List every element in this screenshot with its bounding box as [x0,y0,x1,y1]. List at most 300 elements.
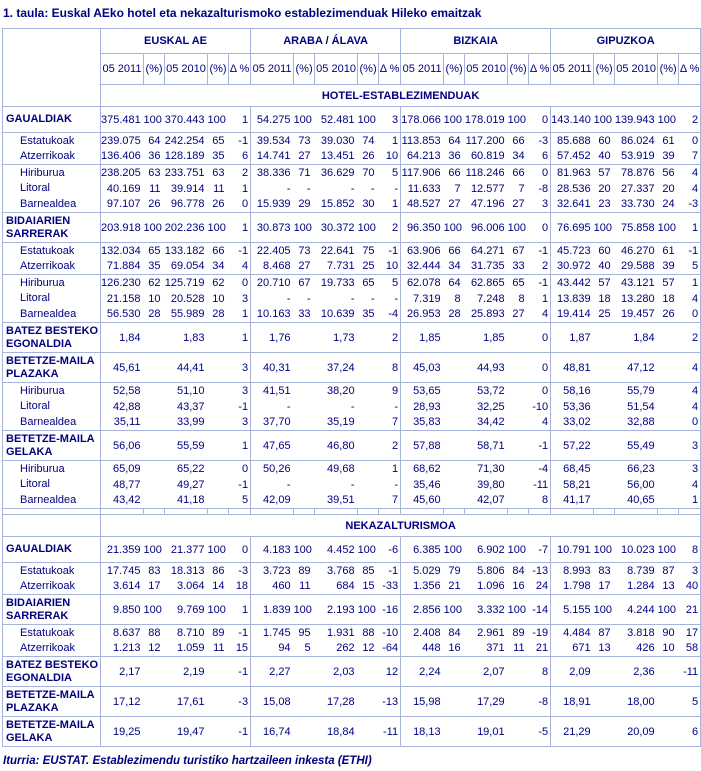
table-cell: 10 [212,292,225,305]
table-cell: 100 [508,107,529,133]
table-cell: 86 [212,564,225,577]
sub-header: Δ % [229,54,251,85]
sub-header: (%) [508,54,529,85]
table-cell: -11 [383,725,399,738]
table-cell: 56 [662,166,675,179]
table-cell: 12 [144,641,165,657]
table-cell [208,493,229,509]
table-cell: 21.158 [101,291,144,307]
table-cell: 56.530 [101,307,144,323]
table-cell: 44,93 [465,353,508,383]
table-cell: -1 [688,244,699,257]
table-cell: 8.710 [176,626,205,639]
table-cell: 33.730 [615,197,658,213]
row-label: Atzerrikoak [3,259,101,275]
sub-header: 05 2010 [465,54,508,85]
table-cell: 55,49 [615,431,658,461]
table-cell: 48.527 [401,197,444,213]
table-cell: 8.468 [251,259,294,275]
table-cell: 89 [298,564,311,577]
table-cell: 34 [444,259,465,275]
table-cell: 4 [692,166,699,179]
table-cell: 139.943 [615,107,658,133]
table-cell: 36 [444,149,465,165]
table-cell: 71.884 [101,259,144,275]
table-cell: -14 [529,595,551,625]
table-cell: 1.213 [101,641,144,657]
table-cell: - [394,292,399,305]
table-cell: 4 [529,415,551,431]
table-cell: 2 [679,323,701,353]
table-cell: 2,17 [101,657,144,687]
table-cell [658,415,679,431]
table-cell: 35,19 [315,415,358,431]
table-cell: -19 [532,626,549,639]
table-cell: 44,41 [165,353,208,383]
table-cell: 42,09 [251,493,294,509]
row-label: Barnealdea [3,415,101,431]
table-cell: 62.078 [401,275,444,291]
table-cell: -4 [538,462,549,475]
table-cell: 28 [444,307,465,323]
table-cell [658,657,679,687]
table-cell: 2.193 [315,595,358,625]
table-cell: 1,85 [401,323,444,353]
group-header: BIZKAIA [401,29,551,54]
table-cell: 143.140 [551,107,594,133]
table-cell: -1 [238,478,249,491]
table-cell: 100 [358,213,379,243]
table-cell: 7 [679,149,701,165]
table-cell: 16 [444,641,465,657]
table-cell [294,383,315,399]
table-cell: 4.183 [251,537,294,563]
table-cell: 65 [362,276,375,289]
table-cell: 2.961 [477,626,505,639]
table-cell: 0 [529,213,551,243]
table-cell: 100 [594,107,615,133]
table-cell: 100 [508,213,529,243]
table-cell: 100 [294,537,315,563]
table-cell: 126.230 [101,275,144,291]
table-cell: 6 [229,149,251,165]
row-label: Estatukoak [3,563,101,579]
table-corner [3,29,101,85]
table-cell [358,493,379,509]
table-cell: 30.873 [251,213,294,243]
table-cell: 34 [508,149,529,165]
table-cell: 45,60 [401,493,444,509]
table-cell: 2,27 [251,657,294,687]
sub-header: (%) [208,54,229,85]
row-label: Barnealdea [3,197,101,213]
table-cell: 203.918 [101,213,144,243]
table-cell: 19,25 [101,717,144,747]
table-cell: - [251,291,294,307]
table-cell: -8 [529,687,551,717]
table-cell: 89 [212,626,225,639]
table-cell: 21,29 [551,717,594,747]
table-cell: 57.452 [551,149,594,165]
table-cell: 5 [294,641,315,657]
table-cell: 3 [692,462,699,475]
table-cell: -3 [538,134,549,147]
table-cell: -13 [379,687,401,717]
row-label: Litoral [3,477,101,493]
table-cell [658,477,679,493]
table-cell: 2,03 [315,657,358,687]
table-cell: 53,36 [551,399,594,415]
table-cell: 100 [144,213,165,243]
table-cell: 39 [658,149,679,165]
table-cell: 242.254 [164,134,205,147]
table-cell: 2,09 [551,657,594,687]
table-cell: 2 [241,166,249,179]
table-cell: 27.337 [621,182,655,195]
table-cell: 18 [598,292,611,305]
table-cell [208,461,229,477]
table-cell: 426 [615,641,658,657]
table-cell: 49,68 [327,462,355,475]
table-cell: 51,54 [627,400,655,413]
table-cell [658,717,679,747]
table-cell: 1.798 [551,579,594,595]
table-cell: -16 [379,595,401,625]
row-label: Estatukoak [3,625,101,641]
table-cell: 3 [241,292,249,305]
section-band: NEKAZALTURISMOA [101,515,701,537]
table-cell: 87 [662,564,675,577]
table-cell: 233.751 [164,166,205,179]
table-cell: 74 [362,134,375,147]
table-cell: 27 [508,197,529,213]
table-cell: 239.075 [101,133,144,149]
table-cell: 96.350 [401,213,444,243]
table-cell: 5 [679,259,701,275]
table-cell: 49,27 [176,478,205,491]
row-label: GAUALDIAK [3,107,101,133]
table-cell: 39,51 [315,493,358,509]
table-cell: 30 [358,197,379,213]
table-cell [208,353,229,383]
table-cell: 40 [594,149,615,165]
table-cell: 34 [208,259,229,275]
table-cell: 66 [448,244,461,257]
table-cell: 35 [144,259,165,275]
table-cell: 13.280 [621,292,655,305]
table-cell: 38,20 [327,384,355,397]
table-cell: 14 [208,579,229,595]
table-cell: 1,85 [465,323,508,353]
table-cell [294,477,315,493]
table-cell: 100 [444,213,465,243]
table-cell [508,461,529,477]
table-cell: 15,08 [251,687,294,717]
table-cell: 19,47 [176,725,205,738]
table-cell: 60 [598,134,611,147]
table-cell: 136.406 [101,149,144,165]
row-label [3,85,101,107]
table-cell [294,415,315,431]
table-cell [658,353,679,383]
table-cell: 10.023 [615,537,658,563]
table-cell: -6 [379,537,401,563]
table-cell [208,657,229,687]
table-cell: 0 [229,537,251,563]
table-cell [658,399,679,415]
table-cell [594,477,615,493]
table-cell: 21 [529,641,551,657]
table-cell: 1,84 [101,323,144,353]
group-header: ARABA / ÁLAVA [251,29,401,54]
table-cell: 22.641 [320,244,355,257]
table-cell: 1,87 [551,323,594,353]
table-cell: 31.735 [465,259,508,275]
table-cell: -1 [238,400,249,413]
table-cell: 1.356 [401,579,444,595]
table-cell: 128.189 [165,149,208,165]
table-cell: 57,22 [551,431,594,461]
table-cell: 3 [241,384,249,397]
sub-header: 05 2011 [401,54,444,85]
table-cell: 39,80 [477,478,505,491]
table-cell: 3 [529,197,551,213]
table-cell: 43,42 [101,493,144,509]
table-cell: 37,70 [251,415,294,431]
table-cell: 58,16 [551,383,594,399]
table-cell [508,477,529,493]
table-cell: -1 [238,134,249,147]
table-cell: 58,21 [551,477,594,493]
table-cell: 17,61 [165,687,208,717]
table-cell: 11 [208,641,229,657]
table-cell: 62 [148,276,161,289]
group-header: GIPUZKOA [551,29,701,54]
table-cell: 35 [208,149,229,165]
table-cell: 7.248 [477,292,505,305]
table-cell: 7.319 [401,291,444,307]
table-cell: 15,98 [401,687,444,717]
row-label: Estatukoak [3,133,101,149]
row-label: Hiriburua [3,383,101,399]
table-cell: 100 [358,595,379,625]
table-cell: 448 [401,641,444,657]
table-cell [594,383,615,399]
table-cell [508,687,529,717]
table-cell: 25 [594,307,615,323]
table-cell: 41,18 [165,493,208,509]
table-cell: 7.731 [315,259,358,275]
table-cell [294,461,315,477]
table-cell: 51,10 [176,384,205,397]
table-cell: 0 [241,276,249,289]
table-cell: 63.906 [401,243,444,259]
table-cell: 78.876 [621,166,655,179]
table-cell: 9 [391,384,399,397]
table-cell: 17 [144,579,165,595]
table-cell: - [394,478,399,491]
table-cell [444,477,465,493]
table-cell: 684 [315,579,358,595]
table-cell: 3.614 [101,579,144,595]
table-cell: 36 [144,149,165,165]
table-cell: 66 [512,166,525,179]
table-cell [508,383,529,399]
table-cell: 371 [465,641,508,657]
table-cell: 69.054 [165,259,208,275]
table-cell: 32,25 [477,400,505,413]
table-cell: 64.271 [470,244,505,257]
table-cell: 48,77 [101,477,144,493]
row-label: BETETZE-MAILA PLAZAKA [3,353,101,383]
section-band: HOTEL-ESTABLEZIMENDUAK [101,85,701,107]
table-cell: 26.953 [401,307,444,323]
table-cell: 20,09 [627,725,655,738]
table-cell: 70 [362,166,375,179]
table-cell: 33,02 [551,415,594,431]
table-cell: 5 [229,493,251,509]
table-cell: 45,61 [101,353,144,383]
table-cell [508,493,529,509]
table-cell: 7 [518,182,525,195]
table-cell: 39 [658,259,679,275]
table-cell [144,323,165,353]
table-cell: 8 [454,292,461,305]
table-cell: 53.919 [615,149,658,165]
row-label: BATEZ BESTEKO EGONALDIA [3,323,101,353]
row-label: BETETZE-MAILA GELAKA [3,431,101,461]
table-cell [658,383,679,399]
table-cell [294,323,315,353]
table-cell: 11 [149,182,161,195]
table-cell: 81.963 [551,165,594,181]
table-cell: 28 [208,307,229,323]
table-cell: 57,88 [401,431,444,461]
table-cell [444,461,465,477]
table-cell: 10.791 [551,537,594,563]
source-note: Iturria: EUSTAT. Establezimendu turistiko hartzaileen inkesta (ETHI) [3,755,372,767]
row-label: Barnealdea [3,493,101,509]
table-cell: 0 [692,134,699,147]
table-cell: 1 [229,323,251,353]
table-cell: -13 [532,564,549,577]
table-cell: 1,83 [165,323,208,353]
table-cell: 57 [598,166,611,179]
table-cell: 66,23 [627,462,655,475]
table-cell: -3 [679,197,701,213]
row-label: Atzerrikoak [3,579,101,595]
table-cell: 14.741 [251,149,294,165]
table-cell [144,461,165,477]
table-cell: 17 [594,579,615,595]
table-cell [594,323,615,353]
table-cell: - [251,477,294,493]
table-cell: 3.332 [465,595,508,625]
table-cell [208,717,229,747]
table-cell [594,493,615,509]
table-cell [444,657,465,687]
table-cell: 118.246 [465,166,505,179]
table-cell: 100 [444,537,465,563]
table-cell: 1.745 [251,625,294,641]
table-cell: - [370,292,375,305]
table-cell: 12 [358,641,379,657]
table-cell: 88 [148,626,161,639]
table-cell: 1 [241,182,249,195]
table-cell: 0 [229,197,251,213]
table-cell: 202.236 [165,213,208,243]
table-cell: 17 [685,626,699,639]
table-title: 1. taula: Euskal AEko hotel eta nekazalturismoko establezimenduak Hileko emaitzak [3,6,482,20]
table-cell: 117.200 [465,134,505,147]
table-cell: 375.481 [101,107,144,133]
table-cell: 1 [679,493,701,509]
table-cell: 97.107 [101,197,144,213]
table-cell: 53,65 [401,383,444,399]
table-cell: 57 [598,276,611,289]
table-cell: 35,11 [101,415,144,431]
row-label: BETETZE-MAILA PLAZAKA [3,687,101,717]
table-cell: 67 [298,276,311,289]
table-cell: 3 [229,353,251,383]
table-cell: 3.818 [627,626,655,639]
table-cell: 2 [529,259,551,275]
table-cell: 133.182 [164,244,205,257]
table-cell: 1 [679,213,701,243]
table-cell: 87 [598,626,611,639]
table-cell: 2 [679,107,701,133]
table-cell: 100 [144,595,165,625]
table-cell: 58,71 [465,431,508,461]
table-cell [294,657,315,687]
table-cell: 0 [529,323,551,353]
table-cell: 11 [213,182,225,195]
table-cell: -3 [238,564,249,577]
table-cell: - [350,478,355,491]
table-cell: 1.059 [165,641,208,657]
table-cell [508,323,529,353]
table-cell [444,493,465,509]
table-cell [358,657,379,687]
table-cell: 57 [662,276,675,289]
sub-header: (%) [444,54,465,85]
table-cell: -7 [529,537,551,563]
table-cell: 100 [508,595,529,625]
table-cell: 3 [229,415,251,431]
table-cell: 55,79 [627,384,655,397]
table-cell: 13 [594,641,615,657]
table-cell [444,399,465,415]
table-cell: 26 [658,307,679,323]
table-cell [358,477,379,493]
sub-header: (%) [358,54,379,85]
row-label: Atzerrikoak [3,641,101,657]
table-cell: 1,73 [315,323,358,353]
table-cell: 1 [391,134,399,147]
table-cell: 32,88 [615,415,658,431]
table-cell [208,323,229,353]
table-cell: 132.034 [101,243,144,259]
table-cell: 16,74 [251,717,294,747]
table-cell [508,717,529,747]
table-cell: 76.695 [551,213,594,243]
table-cell: 45,03 [401,353,444,383]
table-cell: 52.481 [315,107,358,133]
table-cell: 62 [212,276,225,289]
table-cell: 100 [444,595,465,625]
table-cell: 8.637 [101,625,144,641]
table-cell: 5.155 [551,595,594,625]
